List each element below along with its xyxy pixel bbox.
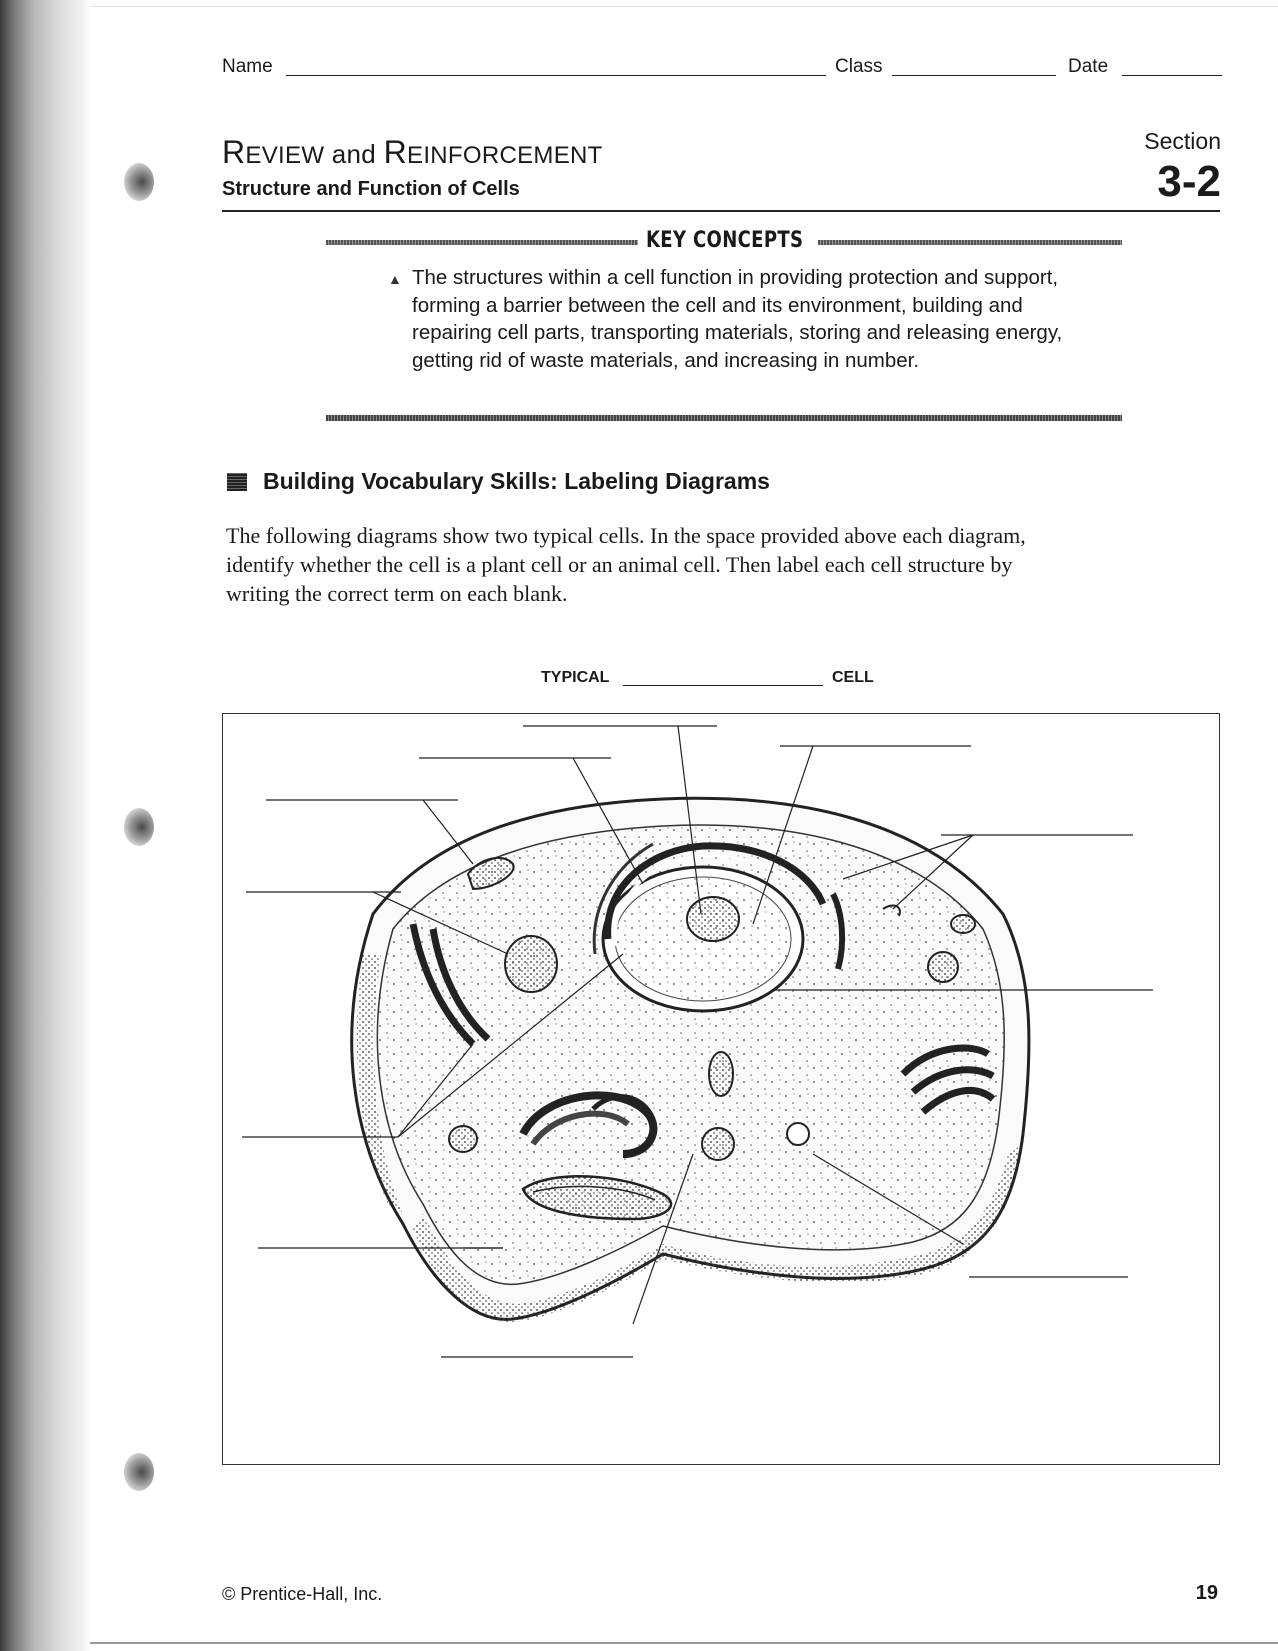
- punch-hole: [124, 1453, 154, 1491]
- key-concepts-rule-right: [818, 240, 1122, 245]
- key-concepts-bottom-rule: [326, 415, 1122, 421]
- worksheet-title: REVIEW and REINFORCEMENT: [222, 134, 603, 170]
- copyright: © Prentice-Hall, Inc.: [222, 1584, 383, 1604]
- class-field[interactable]: [892, 75, 1056, 76]
- instructions: The following diagrams show two typical cells. In the space provided above each diagram, identify whether the cell is a plant cell or an animal cell. Then label each cell structure by writing the correct term on each blank.: [226, 523, 1026, 606]
- key-concepts-rule-left: [326, 240, 638, 245]
- top-edge: [90, 6, 1278, 7]
- binder-edge: [0, 0, 90, 1651]
- key-concepts-heading: KEY CONCEPTS: [646, 228, 804, 253]
- page-number: 19: [1195, 1582, 1218, 1604]
- lysosome: [787, 1123, 809, 1145]
- date-field[interactable]: [1122, 75, 1222, 76]
- worksheet-subtitle: Structure and Function of Cells: [222, 178, 520, 200]
- name-label: Name: [222, 56, 273, 77]
- section-label: Section: [1144, 128, 1221, 154]
- bottom-edge: [90, 1642, 1278, 1644]
- vacuole: [505, 936, 557, 992]
- cell-type-blank[interactable]: [623, 685, 823, 686]
- punch-hole: [124, 808, 154, 846]
- square-bullet-icon: [227, 473, 247, 491]
- vocab-heading: Building Vocabulary Skills: Labeling Diagrams: [263, 468, 770, 494]
- key-concepts-text: The structures within a cell function in providing protection and support, forming a barrier between the cell and its environment, building and repairing cell parts, transporting materials, storing and releasing energy, getting rid of waste materials, and increasing in number.: [412, 266, 1063, 372]
- typical-label: TYPICAL: [541, 669, 610, 686]
- title-rule: [222, 210, 1220, 212]
- cell-label: CELL: [832, 669, 874, 686]
- class-label: Class: [835, 56, 883, 77]
- name-field[interactable]: [286, 75, 826, 76]
- cell-diagram-frame: [222, 713, 1220, 1465]
- date-label: Date: [1068, 56, 1109, 77]
- cell-diagram: [223, 714, 1221, 1466]
- punch-hole: [124, 163, 154, 201]
- triangle-bullet-icon: ▲: [388, 271, 402, 287]
- section-number: 3-2: [1157, 157, 1221, 206]
- nucleolus: [687, 897, 739, 941]
